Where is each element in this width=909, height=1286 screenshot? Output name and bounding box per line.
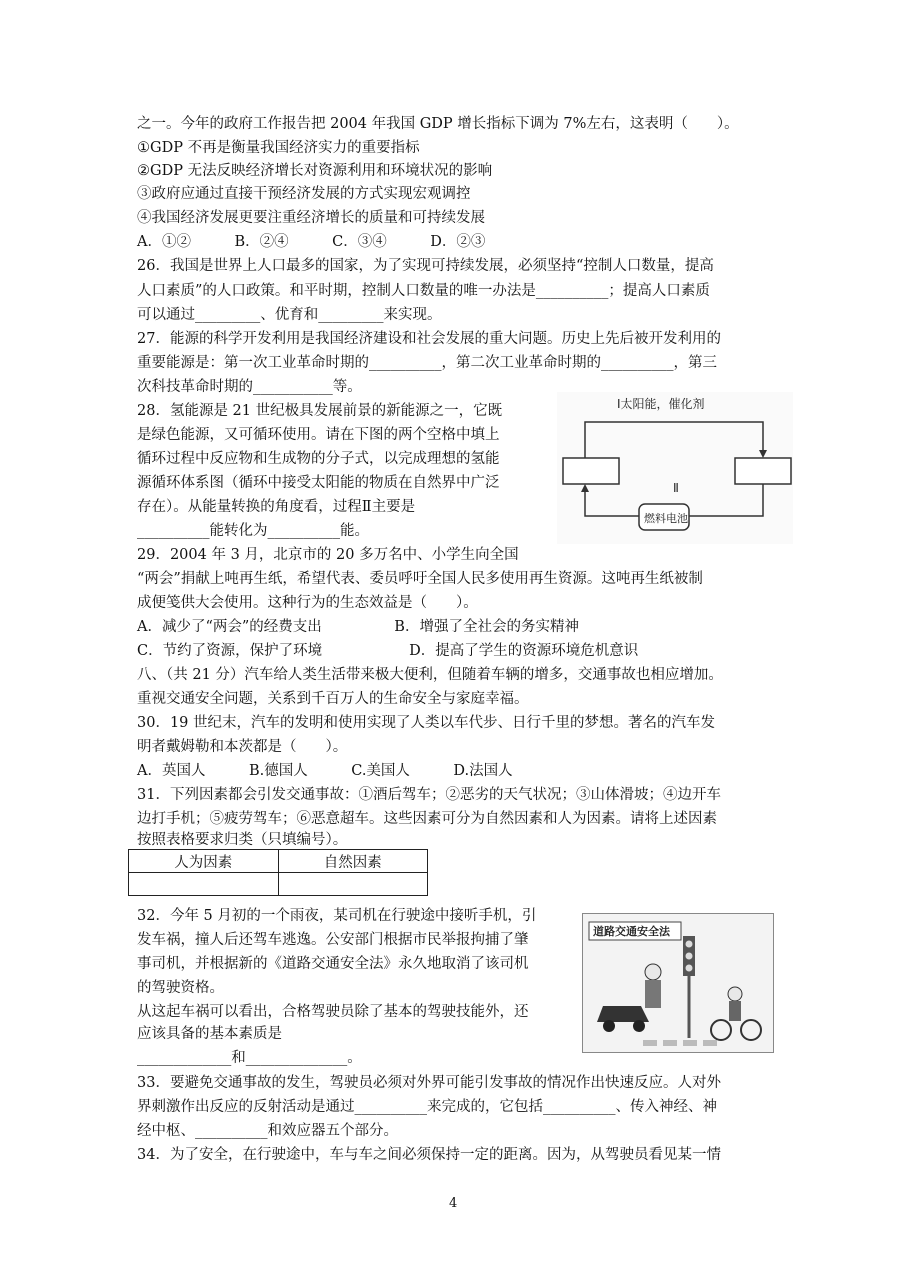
question-29-line-2: “两会”捐献上吨再生纸，希望代表、委员呼吁全国人民多使用再生资源。这吨再生纸被制 bbox=[137, 571, 703, 587]
question-32-line-1: 32．今年 5 月初的一个雨夜，某司机在行驶途中接听手机，引 bbox=[137, 908, 537, 924]
cyclist-head bbox=[728, 987, 742, 1001]
table-header-natural-factors: 自然因素 bbox=[278, 850, 428, 873]
question-27-line-3: 次科技革命时期的___________等。 bbox=[137, 379, 362, 395]
process-II-label: Ⅱ bbox=[673, 481, 679, 495]
law-sign-text: 道路交通安全法 bbox=[593, 926, 670, 938]
option-statement-4: ④我国经济发展更要注重经济增长的质量和可持续发展 bbox=[137, 210, 485, 226]
table-header-human-factors: 人为因素 bbox=[129, 850, 279, 873]
question-32-line-3: 事司机，并根据新的《道路交通安全法》永久地取消了该司机 bbox=[137, 956, 529, 972]
hydrogen-cycle-figure bbox=[557, 392, 793, 544]
question-27-line-2: 重要能源是：第一次工业革命时期的__________，第二次工业革命时期的__________，第三 bbox=[137, 355, 717, 371]
question-32-line-2: 发车祸，撞人后还驾车逃逸。公安部门根据市民举报拘捕了肇 bbox=[137, 932, 529, 948]
question-31-line-2: 边打手机；⑤疲劳驾车；⑥恶意超车。这些因素可分为自然因素和人为因素。请将上述因素 bbox=[137, 811, 717, 827]
question-33-line-1: 33．要避免交通事故的发生，驾驶员必须对外界可能引发事故的情况作出快速反应。人对外 bbox=[137, 1075, 721, 1091]
question-28-line-2: 是绿色能源，又可循环使用。请在下图的两个空格中填上 bbox=[137, 427, 500, 443]
question-31-line-3: 按照表格要求归类（只填编号）。 bbox=[137, 832, 348, 848]
question-26-line-3: 可以通过_________、优育和_________来实现。 bbox=[137, 307, 442, 323]
question-29-line-1: 29．2004 年 3 月，北京市的 20 多万名中、小学生向全国 bbox=[137, 547, 519, 563]
question-32-line-6: 应该具备的基本素质是 bbox=[137, 1026, 282, 1042]
table-cell-natural-answer[interactable] bbox=[278, 873, 428, 896]
question-32-line-5: 从这起车祸可以看出，合格驾驶员除了基本的驾驶技能外，还 bbox=[137, 1004, 529, 1020]
section-8-intro-line-1: 八、（共 21 分）汽车给人类生活带来极大便利，但随着车辆的增多，交通事故也相应增加。 bbox=[137, 667, 723, 683]
question-33-line-2: 界刺激作出反应的反射活动是通过__________来完成的，它包括__________、传入神经、神 bbox=[137, 1099, 717, 1115]
question-25-choices: A．①② B．②④ C．③④ D．②③ bbox=[137, 234, 486, 250]
car-shape bbox=[597, 1006, 649, 1022]
police-officer-head bbox=[645, 964, 661, 980]
fuel-cell-label: 燃料电池 bbox=[644, 513, 688, 525]
question-29-choices-cd: C．节约了资源，保护了环境 D．提高了学生的资源环境危机意识 bbox=[137, 643, 639, 659]
question-29-line-3: 成便笺供大会使用。这种行为的生态效益是（ ）。 bbox=[137, 595, 478, 611]
question-34-line-1: 34．为了安全，在行驶途中，车与车之间必须保持一定的距离。因为，从驾驶员看见某一情 bbox=[137, 1147, 721, 1163]
question-28-line-5: 存在）。从能量转换的角度看，过程Ⅱ主要是 bbox=[137, 499, 416, 515]
blank-box-right bbox=[735, 458, 791, 484]
question-31-line-1: 31．下列因素都会引发交通事故：①酒后驾车；②恶劣的天气状况；③山体滑坡；④边开车 bbox=[137, 787, 721, 803]
question-28-line-3: 循环过程中反应物和生成物的分子式，以完成理想的氢能 bbox=[137, 451, 500, 467]
question-30-line-1: 30．19 世纪末，汽车的发明和使用实现了人类以车代步、日行千里的梦想。著名的汽车发 bbox=[137, 715, 716, 731]
question-27-line-1: 27．能源的科学开发利用是我国经济建设和社会发展的重大问题。历史上先后被开发利用的 bbox=[137, 331, 721, 347]
question-28-line-4: 源循环体系图（循环中接受太阳能的物质在自然界中广泛 bbox=[137, 475, 500, 491]
question-32-line-4: 的驾驶资格。 bbox=[137, 980, 224, 996]
option-statement-1: ①GDP 不再是衡量我国经济实力的重要指标 bbox=[137, 140, 420, 156]
question-25-stem-end: 之一。今年的政府工作报告把 2004 年我国 GDP 增长指标下调为 7%左右，这表明（ ）。 bbox=[137, 116, 739, 132]
page-number: 4 bbox=[449, 1196, 458, 1211]
question-28-line-1: 28．氢能源是 21 世纪极具发展前景的新能源之一，它既 bbox=[137, 403, 503, 419]
question-30-choices: A．英国人 B.德国人 C.美国人 D.法国人 bbox=[137, 763, 513, 779]
factor-classification-table bbox=[128, 849, 428, 896]
option-statement-3: ③政府应通过直接干预经济发展的方式实现宏观调控 bbox=[137, 186, 471, 202]
traffic-safety-cartoon bbox=[582, 913, 774, 1053]
question-33-line-3: 经中枢、__________和效应器五个部分。 bbox=[137, 1123, 398, 1139]
section-8-intro-line-2: 重视交通安全问题，关系到千百万人的生命安全与家庭幸福。 bbox=[137, 691, 529, 707]
question-28-line-6: __________能转化为__________能。 bbox=[137, 523, 369, 539]
question-29-choices-ab: A．减少了“两会”的经费支出 B．增强了全社会的务实精神 bbox=[137, 619, 579, 635]
blank-box-left bbox=[563, 458, 619, 484]
question-32-answer-blanks: _____________和______________。 bbox=[137, 1050, 362, 1066]
option-statement-2: ②GDP 无法反映经济增长对资源利用和环境状况的影响 bbox=[137, 163, 493, 179]
process-I-label: Ⅰ太阳能，催化剂 bbox=[617, 397, 705, 411]
question-26-line-2: 人口素质”的人口政策。和平时期，控制人口数量的唯一办法是__________；提高人口素质 bbox=[137, 283, 710, 299]
question-30-line-2: 明者戴姆勒和本茨都是（ ）。 bbox=[137, 739, 348, 755]
question-26-line-1: 26．我国是世界上人口最多的国家，为了实现可持续发展，必须坚持“控制人口数量，提高 bbox=[137, 258, 714, 274]
table-cell-human-answer[interactable] bbox=[129, 873, 279, 896]
